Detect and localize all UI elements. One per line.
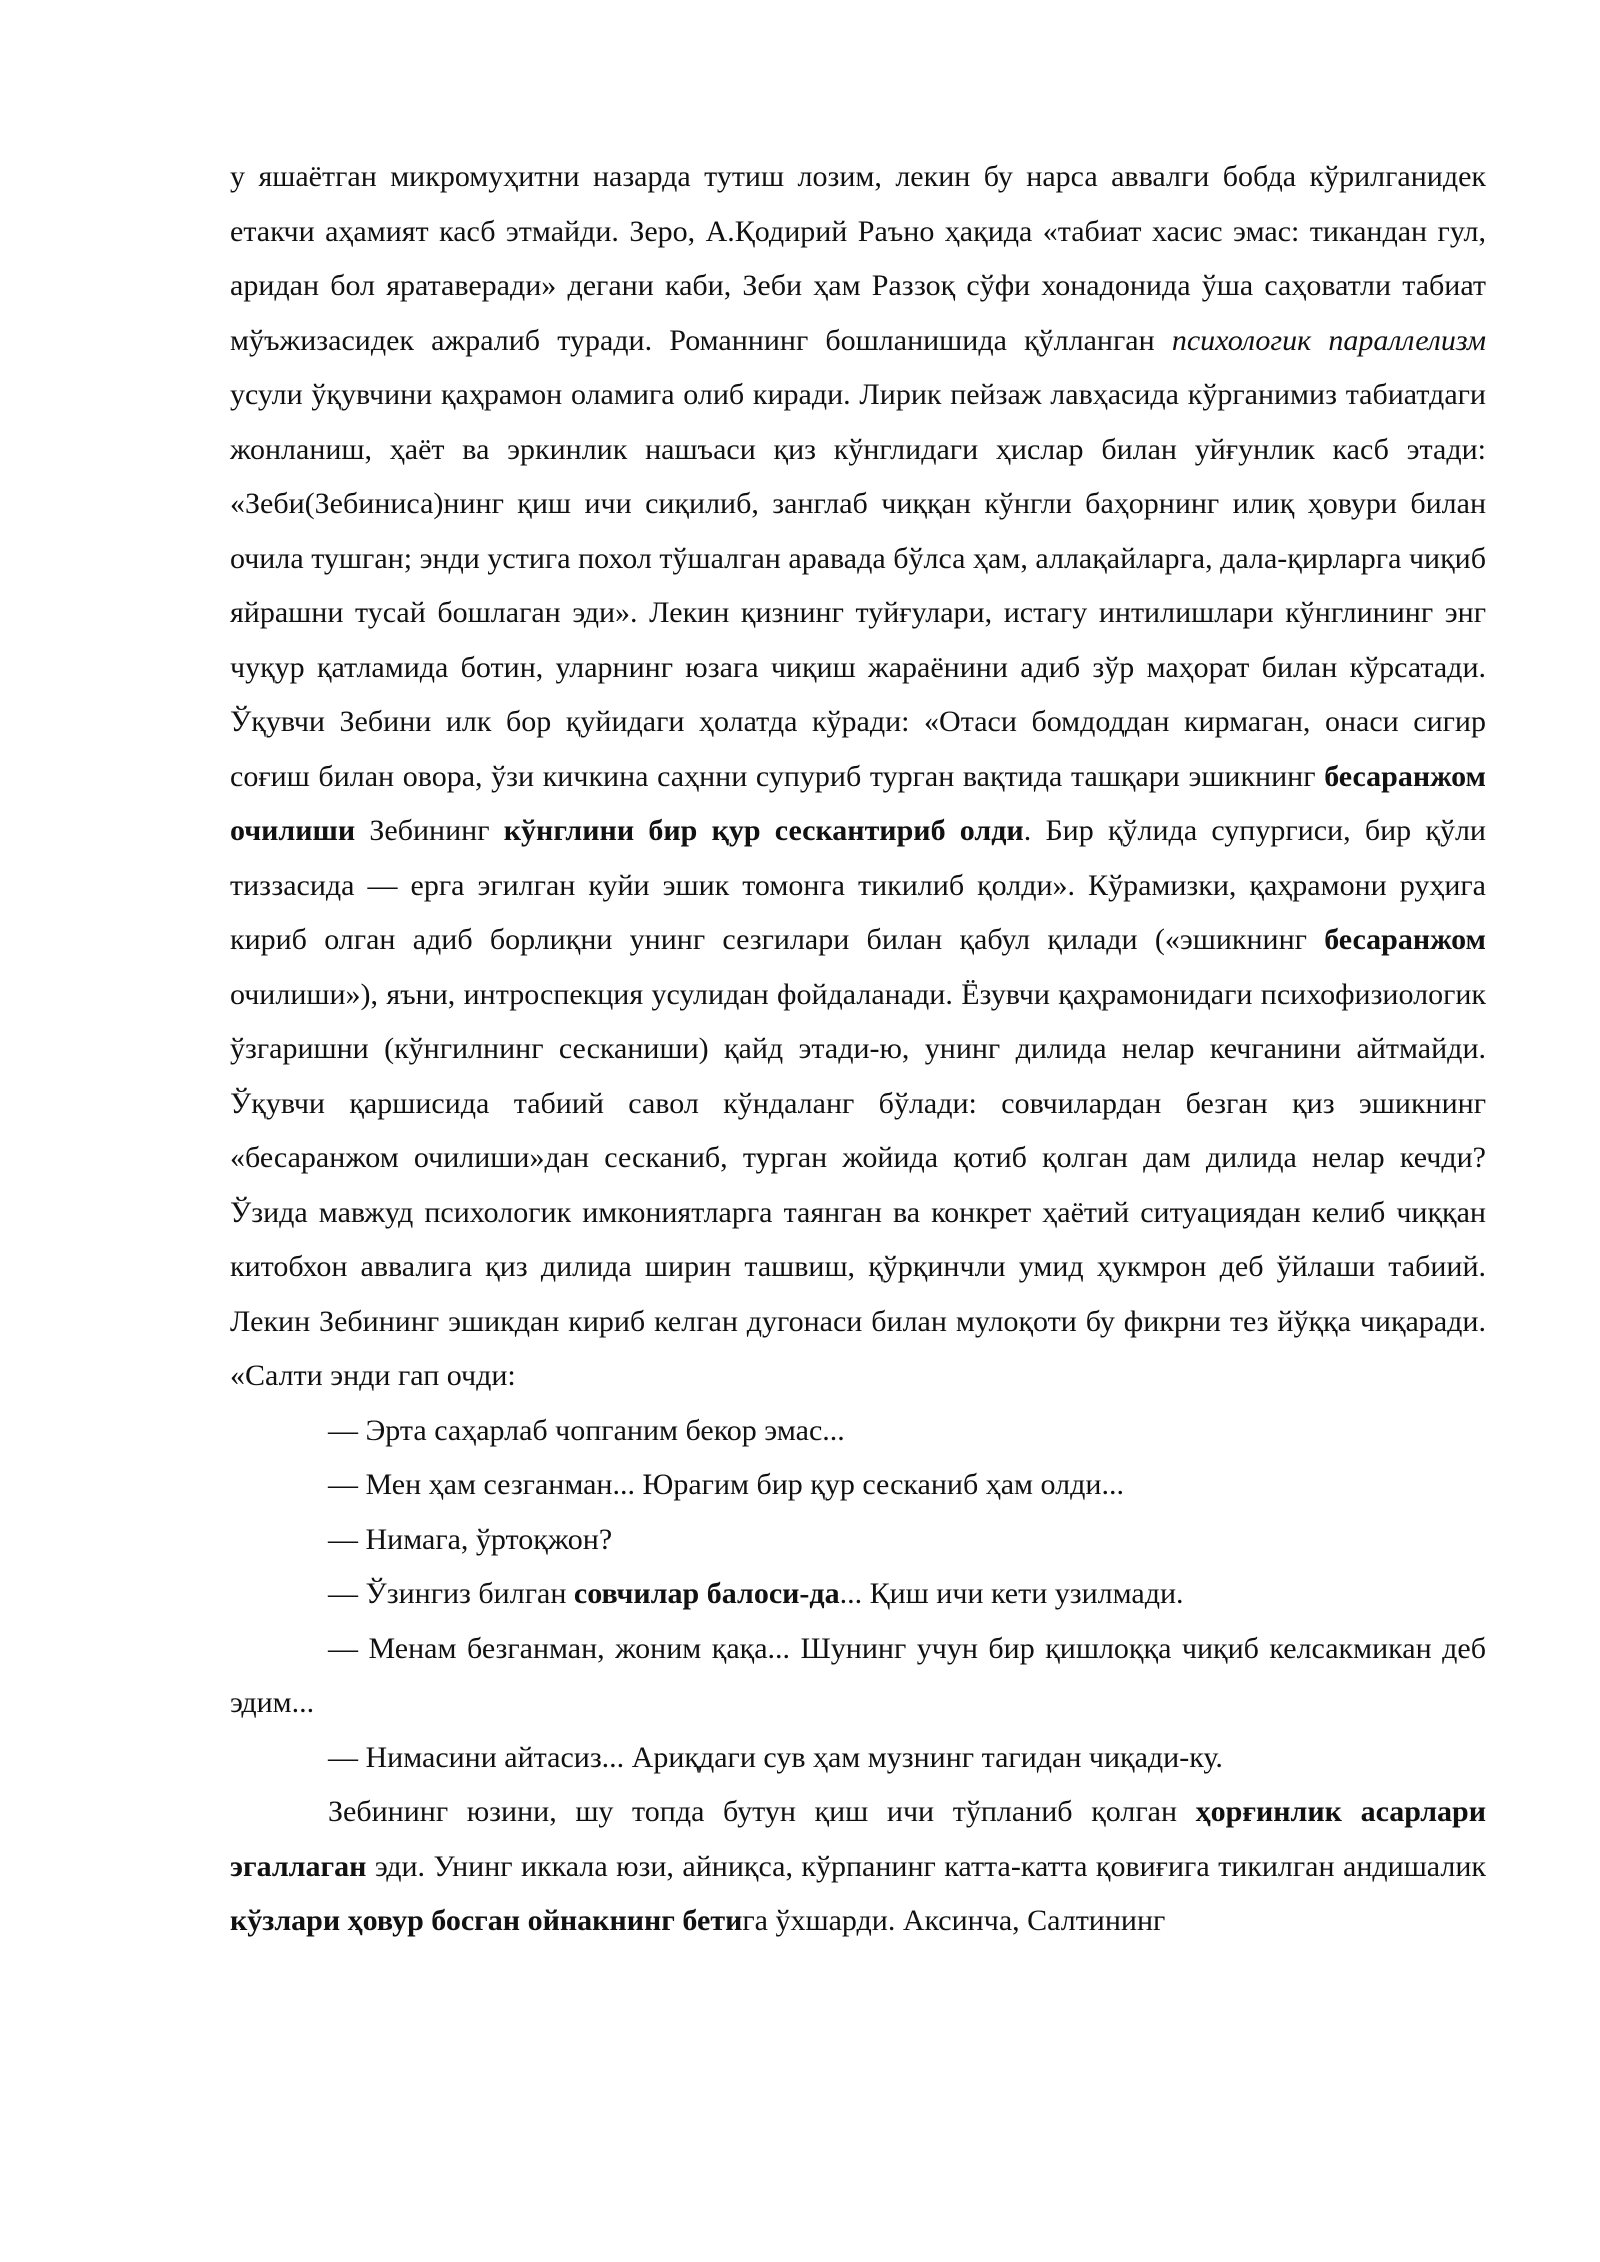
document-page [230,150,1486,1949]
dialog-line-5 [230,1622,1486,1731]
dialog-line-1 [230,1404,1486,1459]
dialog-line-6 [230,1731,1486,1786]
text-run: Зебининг [355,814,504,847]
bold-phrase: совчилар балоси-да [573,1577,840,1610]
text-run: — Нимасини айтасиз... Ариқдаги сув ҳам музнинг тагидан чиқади-ку. [328,1740,1223,1774]
text-run: . Бир қўлида супургиси, бир қўли тиззасида — ерга эгилган куйи эшик томонга тикилиб қолди». Кўрамизки, қаҳрамони руҳига кириб олган адиб борлиқни унинг сезгилари билан қабул қилади («эшикнинг [230,814,1486,956]
dialog-line-3 [230,1513,1486,1568]
text-run: у яшаётган микромуҳитни назарда тутиш лозим, лекин бу нарса аввалги бобда кўрилганидек етакчи аҳамият касб этмайди. Зеро, А.Қодирий Раъно ҳақида «табиат хасис эмас: тикандан гул, аридан бол яратаверади» дегани каби, Зеби ҳам Раззоқ сўфи хонадонида ўша саҳоватли табиат мўъжизасидек ажралиб туради. Романнинг бошланишида қўлланган [230,160,1486,357]
text-run: — Менам безганман, жоним қақа... Шунинг учун бир қишлоққа чиқиб келсакмикан деб эдим... [230,1631,1486,1719]
bold-phrase: бесаранжом [1324,923,1486,956]
text-run: га ўхшарди. Аксинча, Салтининг [742,1904,1166,1937]
bold-phrase: кўзлари ҳовур босган ойнакнинг бети [230,1904,743,1937]
text-run: очилиши»), яъни, интроспекция усулидан фойдаланади. Ёзувчи қаҳрамонидаги психофизиологик ўзгаришни (кўнгилнинг сесканиши) қайд этади-ю, унинг дилида нелар кечганини айтмайди. Ўқувчи қаршисида табиий савол кўндаланг бўлади: совчилардан безган қиз эшикнинг «бесаранжом очилиши»дан сесканиб, турган жойида қотиб қолган дам дилида нелар кечди? Ўзида мавжуд психологик имкониятларга таянган ва конкрет ҳаётий ситуациядан келиб чиққан китобхон аввалига қиз дилида ширин ташвиш, қўрқинчли умид ҳукмрон деб ўйлаши табиий. Лекин Зебининг эшикдан кириб келган дугонаси билан мулоқоти бу фикрни тез йўққа чиқаради. «Салти энди гап очди: [230,977,1486,1392]
text-run: — Мен ҳам сезганман... Юрагим бир қур сесканиб ҳам олди... [328,1468,1124,1501]
italic-term: психологик параллелизм [1171,323,1486,357]
bold-phrase: ҳорғинлик асарлари эгаллаган [230,1795,1487,1883]
dialog-line-2 [230,1458,1486,1513]
text-run: ... Қиш ичи кети узилмади. [839,1577,1184,1610]
text-run: эди. Унинг иккала юзи, айниқса, кўрпанинг катта-катта қовиғига тикилган андишалик [366,1849,1486,1883]
dialog-line-4 [230,1567,1486,1622]
text-run: — Нимага, ўртоқжон? [328,1522,613,1556]
body-paragraph-2 [230,1785,1486,1949]
bold-phrase: кўнглини бир қур сескантириб олди [503,814,1024,847]
text-run: усули ўқувчини қаҳрамон оламига олиб киради. Лирик пейзаж лавҳасида кўрганимиз табиатдаги жонланиш, ҳаёт ва эркинлик нашъаси қиз кўнглидаги ҳислар билан уйғунлик касб этади: «Зеби(Зебиниса)нинг қиш ичи сиқилиб, занглаб чиққан кўнгли баҳорнинг илиқ ҳовури билан очила тушган; энди устига похол тўшалган аравада бўлса ҳам, аллақайларга, дала-қирларга чиқиб яйрашни тусай бошлаган эди». Лекин қизнинг туйғулари, истагу интилишлари кўнглининг энг чуқур қатламида ботин, уларнинг юзага чиқиш жараёнини адиб зўр маҳорат билан кўрсатади. Ўқувчи Зебини илк бор қуйидаги ҳолатда кўради: «Отаси бомдоддан кирмаган, онаси сигир соғиш билан овора, ўзи кичкина саҳнни супуриб турган вақтида ташқари эшикнинг [230,378,1486,793]
text-run: Зебининг юзини, шу топда бутун қиш ичи тўпланиб қолган [328,1795,1196,1828]
text-run: — Ўзингиз билган [328,1577,574,1610]
body-paragraph-1 [230,150,1486,1404]
text-run: — Эрта саҳарлаб чопганим бекор эмас... [328,1413,845,1447]
bold-phrase: бесаранжом очилиши [230,759,1486,847]
